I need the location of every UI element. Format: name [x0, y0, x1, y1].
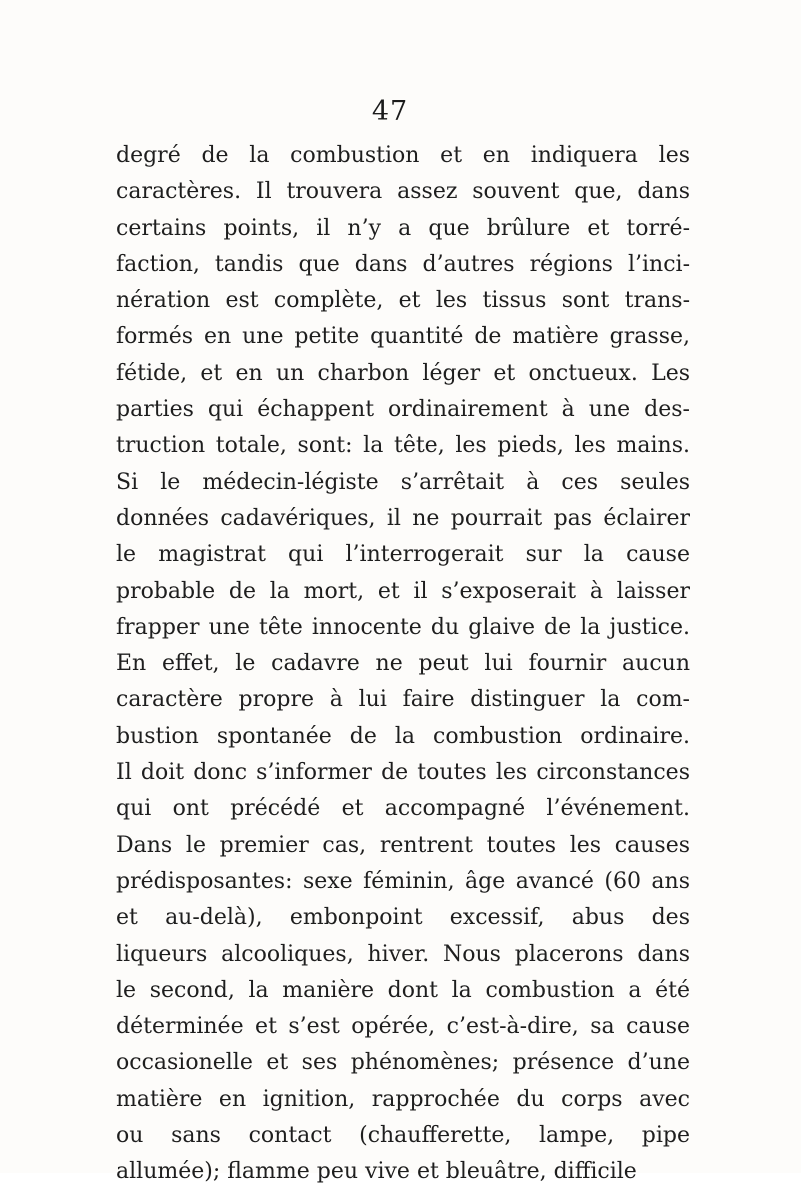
text-line: nération est complète, et les tissus sont trans-: [116, 288, 690, 314]
text-line: caractère propre à lui faire distinguer la com-: [116, 687, 690, 713]
text-line: prédisposantes: sexe féminin, âge avancé (60 ans: [116, 868, 690, 894]
text-line: truction totale, sont: la tête, les pieds, les mains.: [116, 433, 690, 459]
text-line: probable de la mort, et il s’exposerait à laisser: [116, 578, 690, 604]
text-line: caractères. Il trouvera assez souvent que, dans: [116, 179, 690, 205]
text-line: ou sans contact (chaufferette, lampe, pipe: [116, 1123, 690, 1149]
text-line: Dans le premier cas, rentrent toutes les causes: [116, 832, 690, 858]
text-line: parties qui échappent ordinairement à une des-: [116, 397, 690, 423]
text-line: Si le médecin-légiste s’arrêtait à ces seules: [116, 469, 690, 495]
text-line: données cadavériques, il ne pourrait pas éclairer: [116, 505, 690, 531]
text-line: fétide, et en un charbon léger et onctueux. Les: [116, 360, 690, 386]
text-line: formés en une petite quantité de matière grasse,: [116, 324, 690, 350]
text-line: qui ont précédé et accompagné l’événement.: [116, 796, 690, 822]
text-line: déterminée et s’est opérée, c’est-à-dire, sa cause: [116, 1014, 690, 1040]
text-line: liqueurs alcooliques, hiver. Nous placerons dans: [116, 941, 690, 967]
text-line: bustion spontanée de la combustion ordinaire.: [116, 723, 690, 749]
text-line: matière en ignition, rapprochée du corps avec: [116, 1086, 690, 1112]
text-line: allumée); flamme peu vive et bleuâtre, difficile: [116, 1159, 637, 1185]
page-number: 47: [371, 96, 409, 127]
text-line: le second, la manière dont la combustion a été: [116, 977, 690, 1003]
text-line: certains points, il n’y a que brûlure et torré-: [116, 215, 690, 241]
text-line: faction, tandis que dans d’autres régions l’inci-: [116, 251, 690, 277]
text-line: Il doit donc s’informer de toutes les circonstances: [116, 760, 690, 786]
text-line: En effet, le cadavre ne peut lui fournir aucun: [116, 651, 690, 677]
text-line: le magistrat qui l’interrogerait sur la cause: [116, 542, 690, 568]
text-line: et au-delà), embonpoint excessif, abus des: [116, 905, 690, 931]
text-line: occasionelle et ses phénomènes; présence d’une: [116, 1050, 690, 1076]
text-line: frapper une tête innocente du glaive de la justice.: [116, 614, 690, 640]
body-text: [116, 138, 690, 1191]
text-line: degré de la combustion et en indiquera les: [116, 143, 690, 168]
